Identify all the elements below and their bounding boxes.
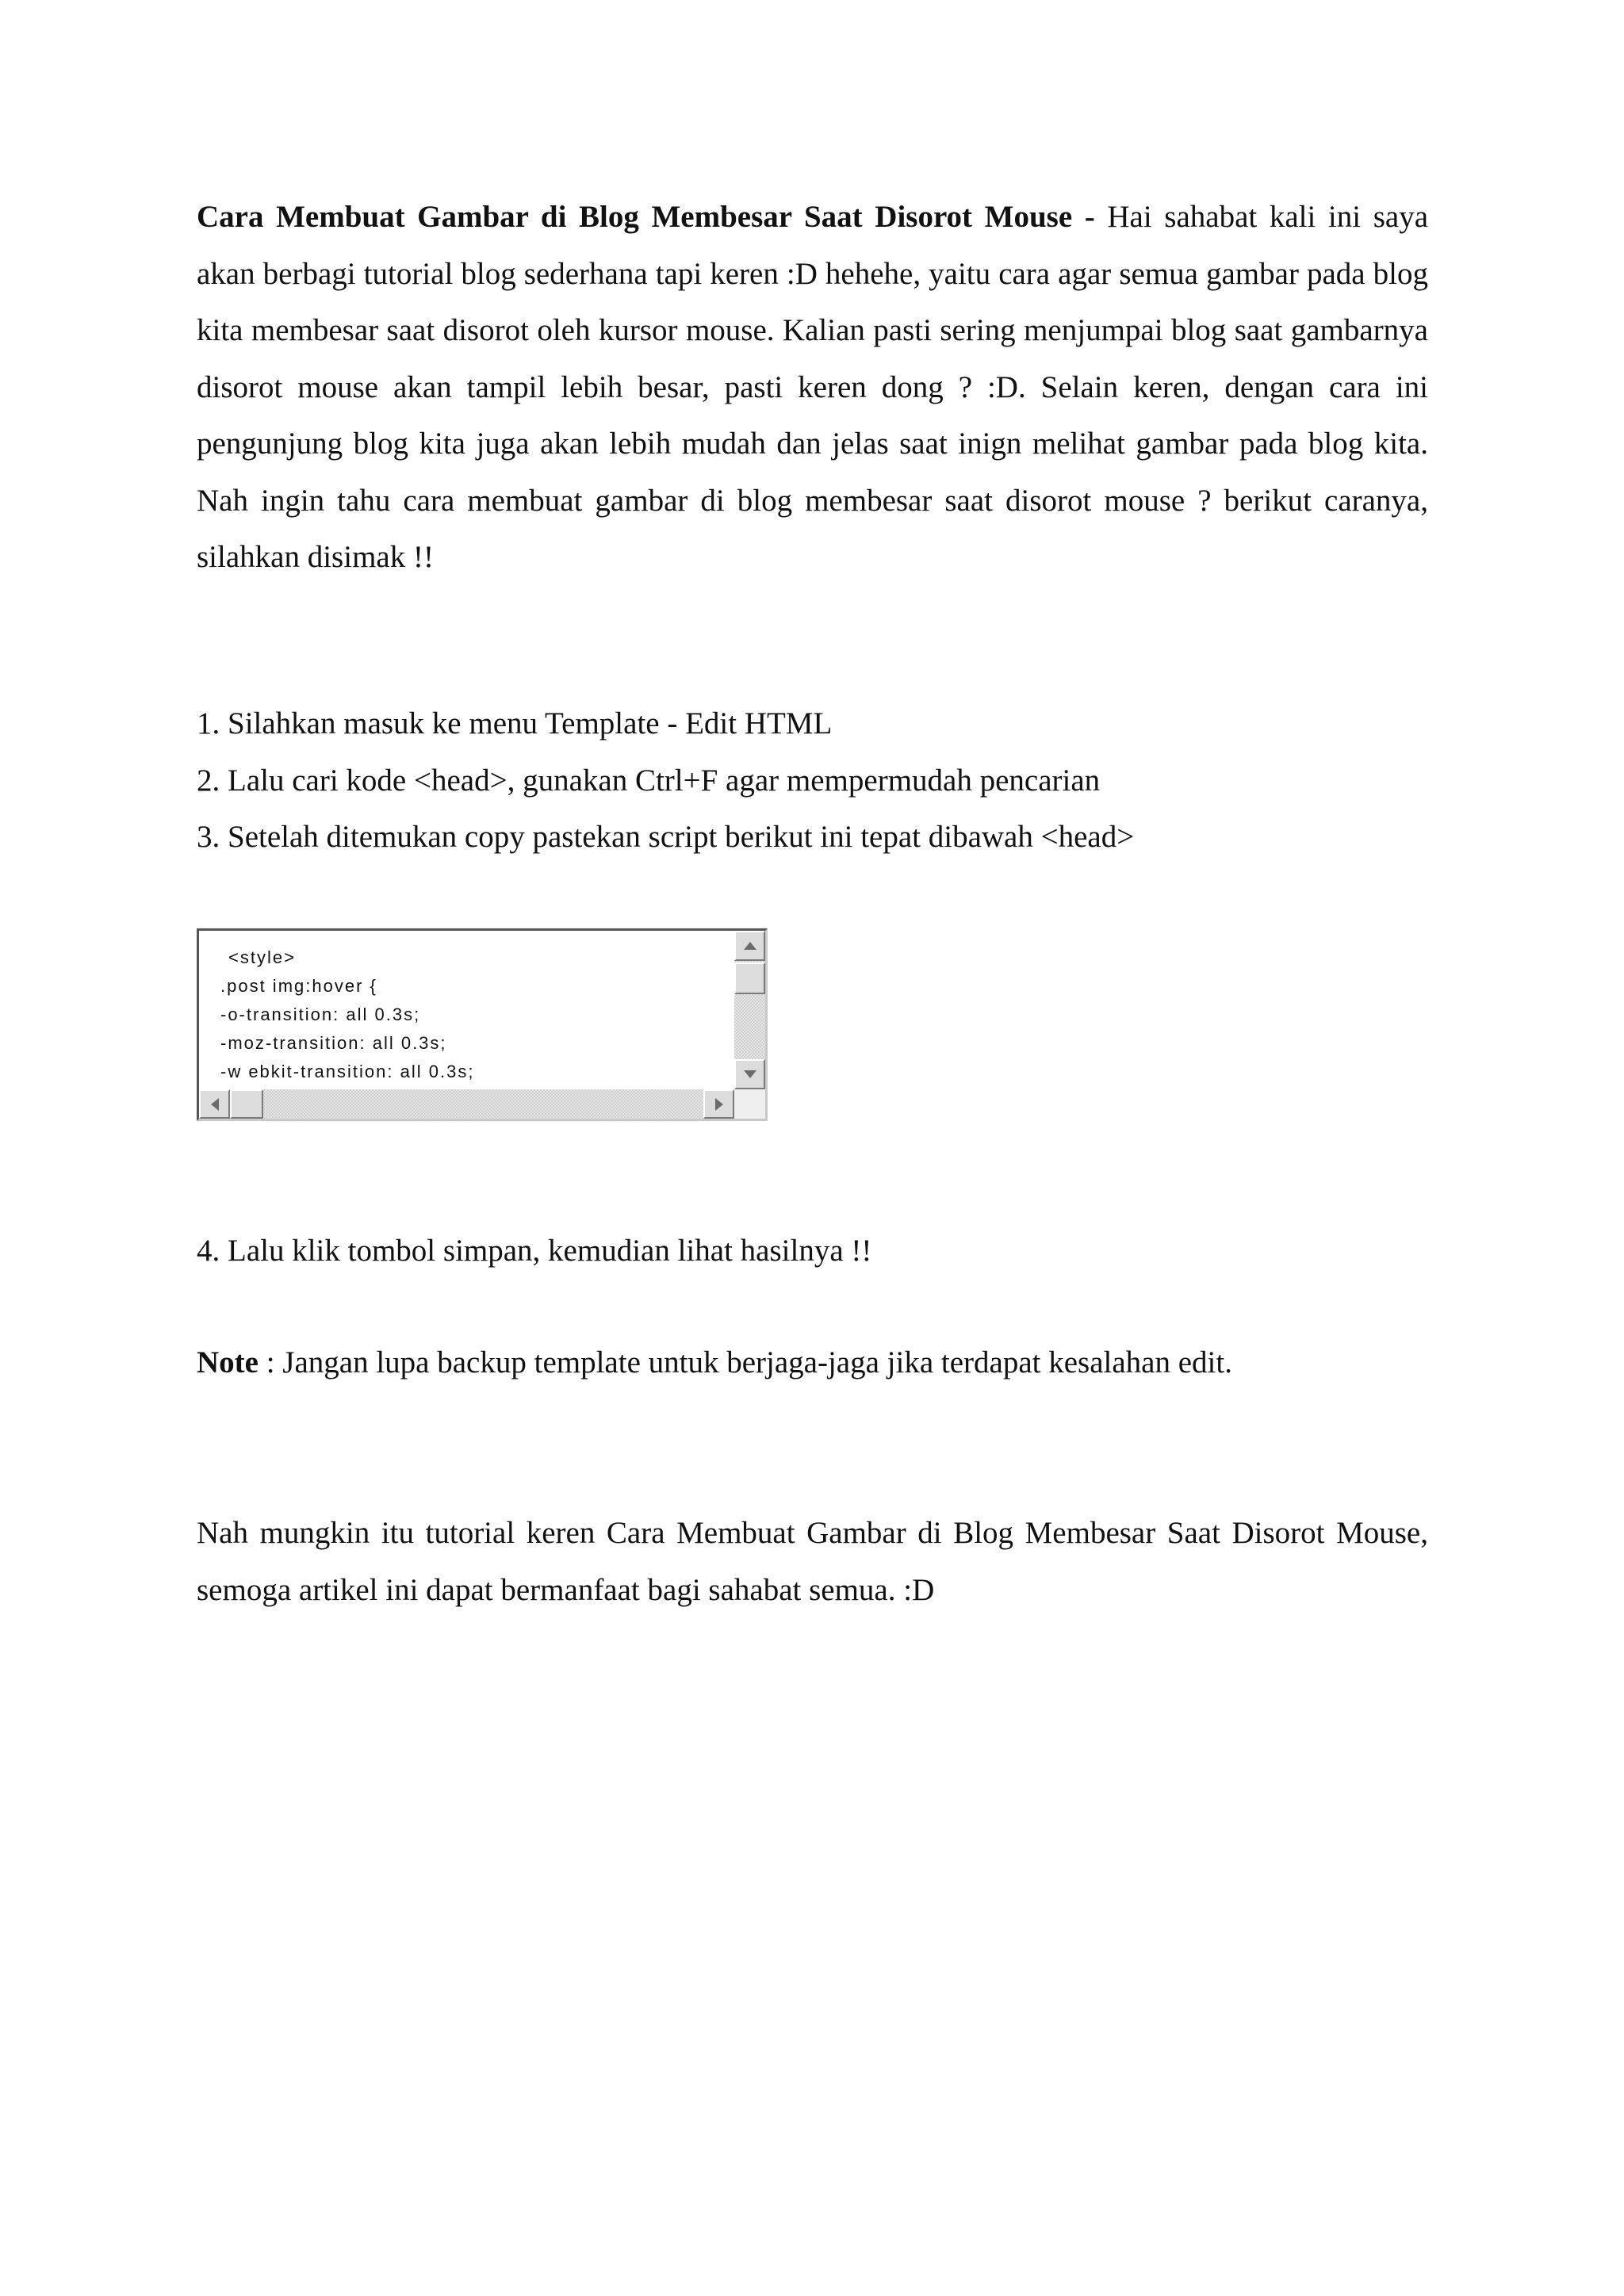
- code-line: -moz-transition: all 0.3s;: [220, 1033, 447, 1053]
- code-line: .post img:hover {: [220, 976, 377, 996]
- scroll-left-button[interactable]: [199, 1089, 230, 1119]
- code-textbox[interactable]: [197, 928, 768, 1121]
- scroll-right-button[interactable]: [703, 1089, 734, 1119]
- article-title: Cara Membuat Gambar di Blog Membesar Saat Disorot Mouse: [197, 200, 1073, 234]
- code-line: -o-transition: all 0.3s;: [220, 1004, 421, 1024]
- arrow-up-icon: [744, 942, 756, 950]
- intro-paragraph: [197, 189, 1428, 586]
- code-line: -w ebkit-transition: all 0.3s;: [220, 1062, 475, 1081]
- code-line: <style>: [228, 947, 296, 967]
- vertical-scrollbar[interactable]: [734, 931, 765, 1089]
- step-3: 3. Setelah ditemukan copy pastekan script berikut ini tepat dibawah <head>: [197, 820, 1135, 854]
- note-text: : Jangan lupa backup template untuk berjaga-jaga jika terdapat kesalahan edit.: [258, 1345, 1232, 1380]
- steps-list: [197, 695, 1428, 866]
- intro-body: Hai sahabat kali ini saya akan berbagi tutorial blog sederhana tapi keren :D hehehe, yaitu cara agar semua gambar pada blog kita membesar saat disorot oleh kursor mouse. Kalian pasti sering menjumpai blog saat gambarnya disorot mouse akan tampil lebih besar, pasti keren dong ? :D. Selain keren, dengan cara ini pengunjung blog kita juga akan lebih mudah dan jelas saat inign melihat gambar pada blog kita. Nah ingin tahu cara membuat gambar di blog membesar saat disorot mouse ? berikut caranya, silahkan disimak !!: [197, 200, 1428, 574]
- scroll-up-button[interactable]: [734, 931, 765, 961]
- step-4: 4. Lalu klik tombol simpan, kemudian lihat hasilnya !!: [197, 1234, 872, 1268]
- horizontal-scroll-thumb[interactable]: [230, 1089, 263, 1119]
- step-1: 1. Silahkan masuk ke menu Template - Edit HTML: [197, 706, 833, 740]
- arrow-down-icon: [744, 1070, 756, 1078]
- vertical-scroll-thumb[interactable]: [734, 962, 765, 994]
- note-label: Note: [197, 1345, 259, 1380]
- note-paragraph: [197, 1334, 1232, 1391]
- closing-paragraph: Nah mungkin itu tutorial keren Cara Membuat Gambar di Blog Membesar Saat Disorot Mouse, semoga artikel ini dapat bermanfaat bagi sahabat semua. :D: [197, 1516, 1428, 1607]
- scrollbar-corner: [734, 1089, 765, 1119]
- code-content[interactable]: [199, 931, 734, 1089]
- scroll-down-button[interactable]: [734, 1059, 765, 1089]
- horizontal-scrollbar[interactable]: [199, 1089, 734, 1119]
- step-2: 2. Lalu cari kode <head>, gunakan Ctrl+F agar mempermudah pencarian: [197, 763, 1101, 798]
- arrow-left-icon: [211, 1098, 219, 1111]
- title-separator: -: [1072, 200, 1108, 234]
- arrow-right-icon: [715, 1098, 723, 1111]
